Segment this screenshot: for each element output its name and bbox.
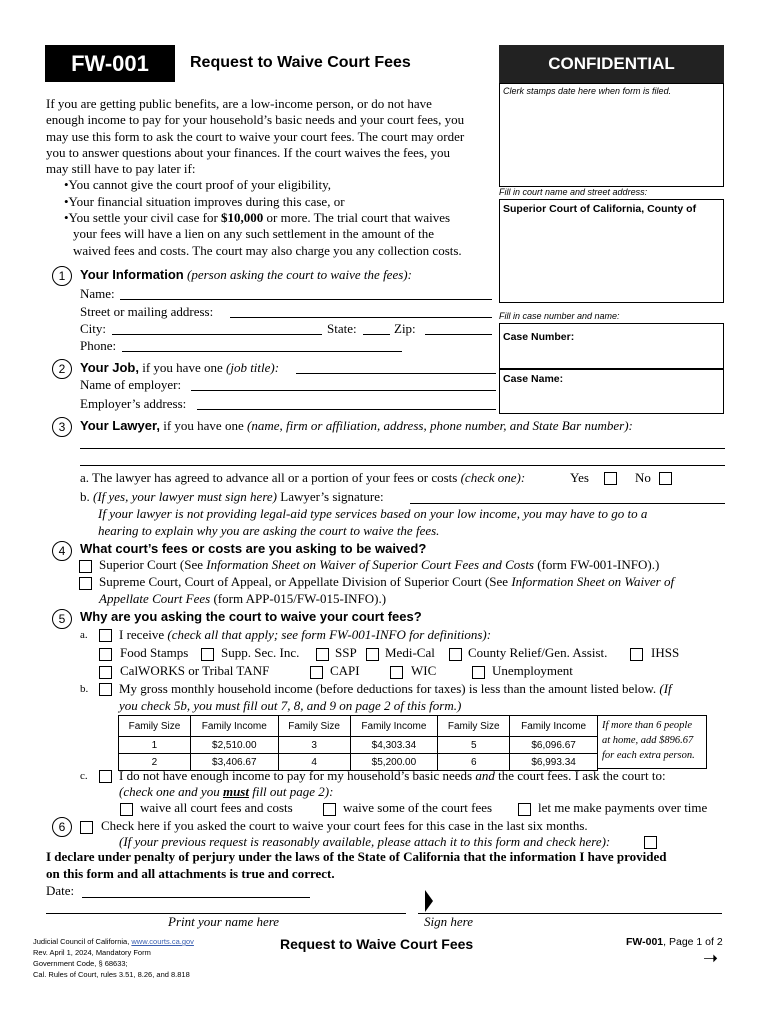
s5-heading: Why are you asking the court to waive your court fees? (80, 609, 422, 624)
print-name-label: Print your name here (168, 914, 280, 929)
calworks-checkbox[interactable] (99, 666, 112, 679)
ssp-checkbox[interactable] (316, 648, 329, 661)
s3-heading: Your Lawyer, if you have one (name, firm or affiliation, address, phone number, and State Bar number): (80, 418, 633, 433)
table-row (119, 737, 598, 754)
table-header: Family Size (119, 716, 191, 737)
state-input[interactable] (363, 334, 390, 335)
income-table (118, 715, 598, 771)
form-title: Request to Waive Court Fees (190, 54, 411, 71)
name-input[interactable] (120, 299, 492, 300)
income-below-checkbox[interactable] (99, 683, 112, 696)
table-header-row (119, 716, 598, 737)
case-name-label: Case Name: (503, 373, 564, 385)
s6-text: Check here if you asked the court to waive your court fees for this case in the last six months. (101, 818, 588, 833)
ihss-checkbox[interactable] (630, 648, 643, 661)
table-cell: $4,303.34 (350, 737, 438, 754)
wic-checkbox[interactable] (390, 666, 403, 679)
unemployment-checkbox[interactable] (472, 666, 485, 679)
not-enough-income-checkbox[interactable] (99, 770, 112, 783)
case-hint: Fill in case number and name: (499, 311, 620, 321)
previous-request-checkbox[interactable] (80, 821, 93, 834)
payments-checkbox[interactable] (518, 803, 531, 816)
intro-line: If you are getting public benefits, are a low-income person, or do not have (46, 96, 432, 111)
medi-cal-checkbox[interactable] (366, 648, 379, 661)
s1-heading: Your Information (person asking the court to waive the fees): (80, 267, 412, 282)
s5b-label: b. (80, 683, 89, 695)
s5a-text: I receive (check all that apply; see form FW-001-INFO for definitions): (119, 627, 492, 642)
s5b-note: you check 5b, you must fill out 7, 8, and 9 on page 2 of this form.) (119, 698, 462, 713)
capi-checkbox[interactable] (310, 666, 323, 679)
benefit-label: Supp. Sec. Inc. (221, 645, 300, 660)
table-cell: 1 (119, 737, 191, 754)
waive-some-label: waive some of the court fees (343, 800, 493, 815)
no-checkbox[interactable] (659, 472, 672, 485)
intro-bullet: •Your financial situation improves during this case, or (64, 193, 345, 209)
s5c-label: c. (80, 770, 88, 782)
zip-input[interactable] (425, 334, 492, 335)
waive-all-checkbox[interactable] (120, 803, 133, 816)
table-header: Family Income (190, 716, 278, 737)
intro-line: you to answer questions about your finances. If the court waives the fees, you (46, 144, 450, 160)
section-number: 4 (52, 541, 72, 561)
declaration-text: on this form and all attachments is true and correct. (46, 866, 335, 881)
footer-title: Request to Waive Court Fees (280, 936, 474, 952)
phone-input[interactable] (122, 351, 402, 352)
table-cell: $3,406.67 (190, 754, 278, 771)
lawyer-signature-input[interactable] (410, 503, 725, 504)
s3b-text: b. (If yes, your lawyer must sign here) Lawyer’s signature: (80, 489, 384, 504)
s3b-note-line: hearing to explain why you are asking the court to waive the fees. (98, 523, 440, 538)
section-number: 6 (52, 817, 72, 837)
street-input[interactable] (230, 317, 492, 318)
s4-heading: What court’s fees or costs are you asking to be waived? (80, 541, 427, 556)
supreme-court-label: Supreme Court, Court of Appeal, or Appellate Division of Superior Court (See Information Sheet on Waiver of (99, 574, 675, 589)
table-cell: $6,096.67 (510, 737, 598, 754)
name-label: Name: (80, 286, 115, 301)
table-header: Family Size (278, 716, 350, 737)
section-number: 3 (52, 417, 72, 437)
intro-line: may use this form to ask the court to waive your court fees. The court may order (46, 128, 465, 144)
benefit-label: CalWORKS or Tribal TANF (120, 663, 270, 678)
lawyer-info-line-1[interactable] (80, 448, 725, 449)
table-note: If more than 6 people at home, add $896.67 for each extra person. (597, 715, 707, 769)
benefit-label: Unemployment (492, 663, 573, 678)
next-page-arrow-icon[interactable]: ➝ (703, 948, 719, 968)
employer-label: Name of employer: (80, 377, 182, 392)
ssi-checkbox[interactable] (201, 648, 214, 661)
intro-bullet-cont: your fees will have a lien on any such settlement in the amount of the (73, 226, 435, 242)
case-number-label: Case Number: (503, 331, 575, 343)
zip-label: Zip: (394, 321, 416, 336)
waive-all-label: waive all court fees and costs (140, 800, 293, 815)
table-header: Family Income (350, 716, 438, 737)
payments-label: let me make payments over time (538, 800, 708, 815)
clerk-stamp-box (499, 83, 724, 187)
lawyer-info-line-2[interactable] (80, 465, 725, 466)
section-number: 1 (52, 266, 72, 286)
declaration-text: I declare under penalty of perjury under the laws of the State of California that the information I have provided (46, 849, 667, 864)
superior-court-label: Superior Court (See Information Sheet on Waiver of Superior Court Fees and Costs (form FW-001-INFO).) (99, 557, 660, 572)
street-label: Street or mailing address: (80, 304, 214, 319)
footer-left: Judicial Council of California, www.courts.ca.gov Rev. April 1, 2024, Mandatory Form Government Code, § 68633; Cal. Rules of Court, rules 3.51, 8.26, and 8.818 (33, 937, 194, 979)
job-title-input[interactable] (296, 373, 496, 374)
table-cell: 2 (119, 754, 191, 771)
s5c-note: (check one and you must fill out page 2): (119, 784, 334, 799)
intro-bullet: •You cannot give the court proof of your eligibility, (64, 177, 332, 193)
no-label: No (635, 470, 651, 485)
table-cell: $5,200.00 (350, 754, 438, 771)
table-header: Family Income (510, 716, 598, 737)
s3b-note-line: If your lawyer is not providing legal-aid type services based on your low income, you may have to go to a (98, 506, 648, 521)
supreme-court-label-cont: Appellate Court Fees (form APP-015/FW-015-INFO).) (99, 591, 387, 606)
s5a-label: a. (80, 629, 88, 641)
county-relief-checkbox[interactable] (449, 648, 462, 661)
section-number: 5 (52, 609, 72, 629)
clerk-note: Clerk stamps date here when form is filed. (503, 86, 672, 96)
waive-some-checkbox[interactable] (323, 803, 336, 816)
intro-line: may still have to pay later if: (46, 161, 196, 177)
s5c-text: I do not have enough income to pay for my household’s basic needs and the court fees. I ask the court to: (119, 768, 666, 783)
superior-court-checkbox[interactable] (79, 560, 92, 573)
benefit-label: SSP (335, 645, 357, 660)
food-stamps-checkbox[interactable] (99, 648, 112, 661)
benefit-label: CAPI (330, 663, 360, 678)
courts-link[interactable]: www.courts.ca.gov (131, 937, 194, 946)
supreme-court-checkbox[interactable] (79, 577, 92, 590)
table-cell: $2,510.00 (190, 737, 278, 754)
attach-previous-checkbox[interactable] (644, 836, 657, 849)
date-input[interactable] (82, 897, 310, 898)
table-cell: 3 (278, 737, 350, 754)
employer-address-input[interactable] (197, 409, 496, 410)
table-cell: 6 (438, 754, 510, 771)
date-label: Date: (46, 883, 75, 898)
table-cell: $6,993.34 (510, 754, 598, 771)
employer-input[interactable] (191, 390, 496, 391)
s5b-text: My gross monthly household income (before deductions for taxes) is less than the amount listed below. (If (119, 681, 672, 696)
city-input[interactable] (112, 334, 322, 335)
intro-bullet: •You settle your civil case for $10,000 or more. The trial court that waives (64, 210, 451, 226)
city-label: City: (80, 321, 107, 336)
table-cell: 5 (438, 737, 510, 754)
receive-benefits-checkbox[interactable] (99, 629, 112, 642)
section-number: 2 (52, 359, 72, 379)
benefit-label: IHSS (651, 645, 680, 660)
court-hint: Fill in court name and street address: (499, 187, 648, 197)
court-name-label: Superior Court of California, County of (503, 203, 697, 215)
intro-bullet-cont: waived fees and costs. The court may also charge you any collection costs. (73, 242, 462, 258)
benefit-label: Medi-Cal (385, 645, 435, 660)
table-cell: 4 (278, 754, 350, 771)
benefit-label: WIC (411, 663, 437, 678)
s6-note: (If your previous request is reasonably available, please attach it to this form and check here): (119, 834, 611, 849)
yes-checkbox[interactable] (604, 472, 617, 485)
intro-line: enough income to pay for your household’s basic needs and your court fees, you (46, 112, 465, 128)
sign-arrow-icon (425, 890, 433, 912)
phone-label: Phone: (80, 338, 117, 353)
benefit-label: Food Stamps (120, 645, 189, 660)
yes-label: Yes (570, 470, 589, 485)
benefit-label: County Relief/Gen. Assist. (468, 645, 608, 660)
form-id-badge: FW-001 (45, 45, 175, 82)
footer-page: FW-001, Page 1 of 2 (626, 936, 723, 948)
s2-heading: Your Job, if you have one (job title): (80, 360, 280, 375)
table-header: Family Size (438, 716, 510, 737)
sign-label: Sign here (424, 914, 473, 929)
s3a-text: a. The lawyer has agreed to advance all or a portion of your fees or costs (check one): (80, 470, 526, 485)
employer-address-label: Employer’s address: (80, 396, 187, 411)
confidential-banner: CONFIDENTIAL (499, 45, 724, 83)
state-label: State: (327, 321, 357, 336)
intro-text (46, 96, 496, 259)
